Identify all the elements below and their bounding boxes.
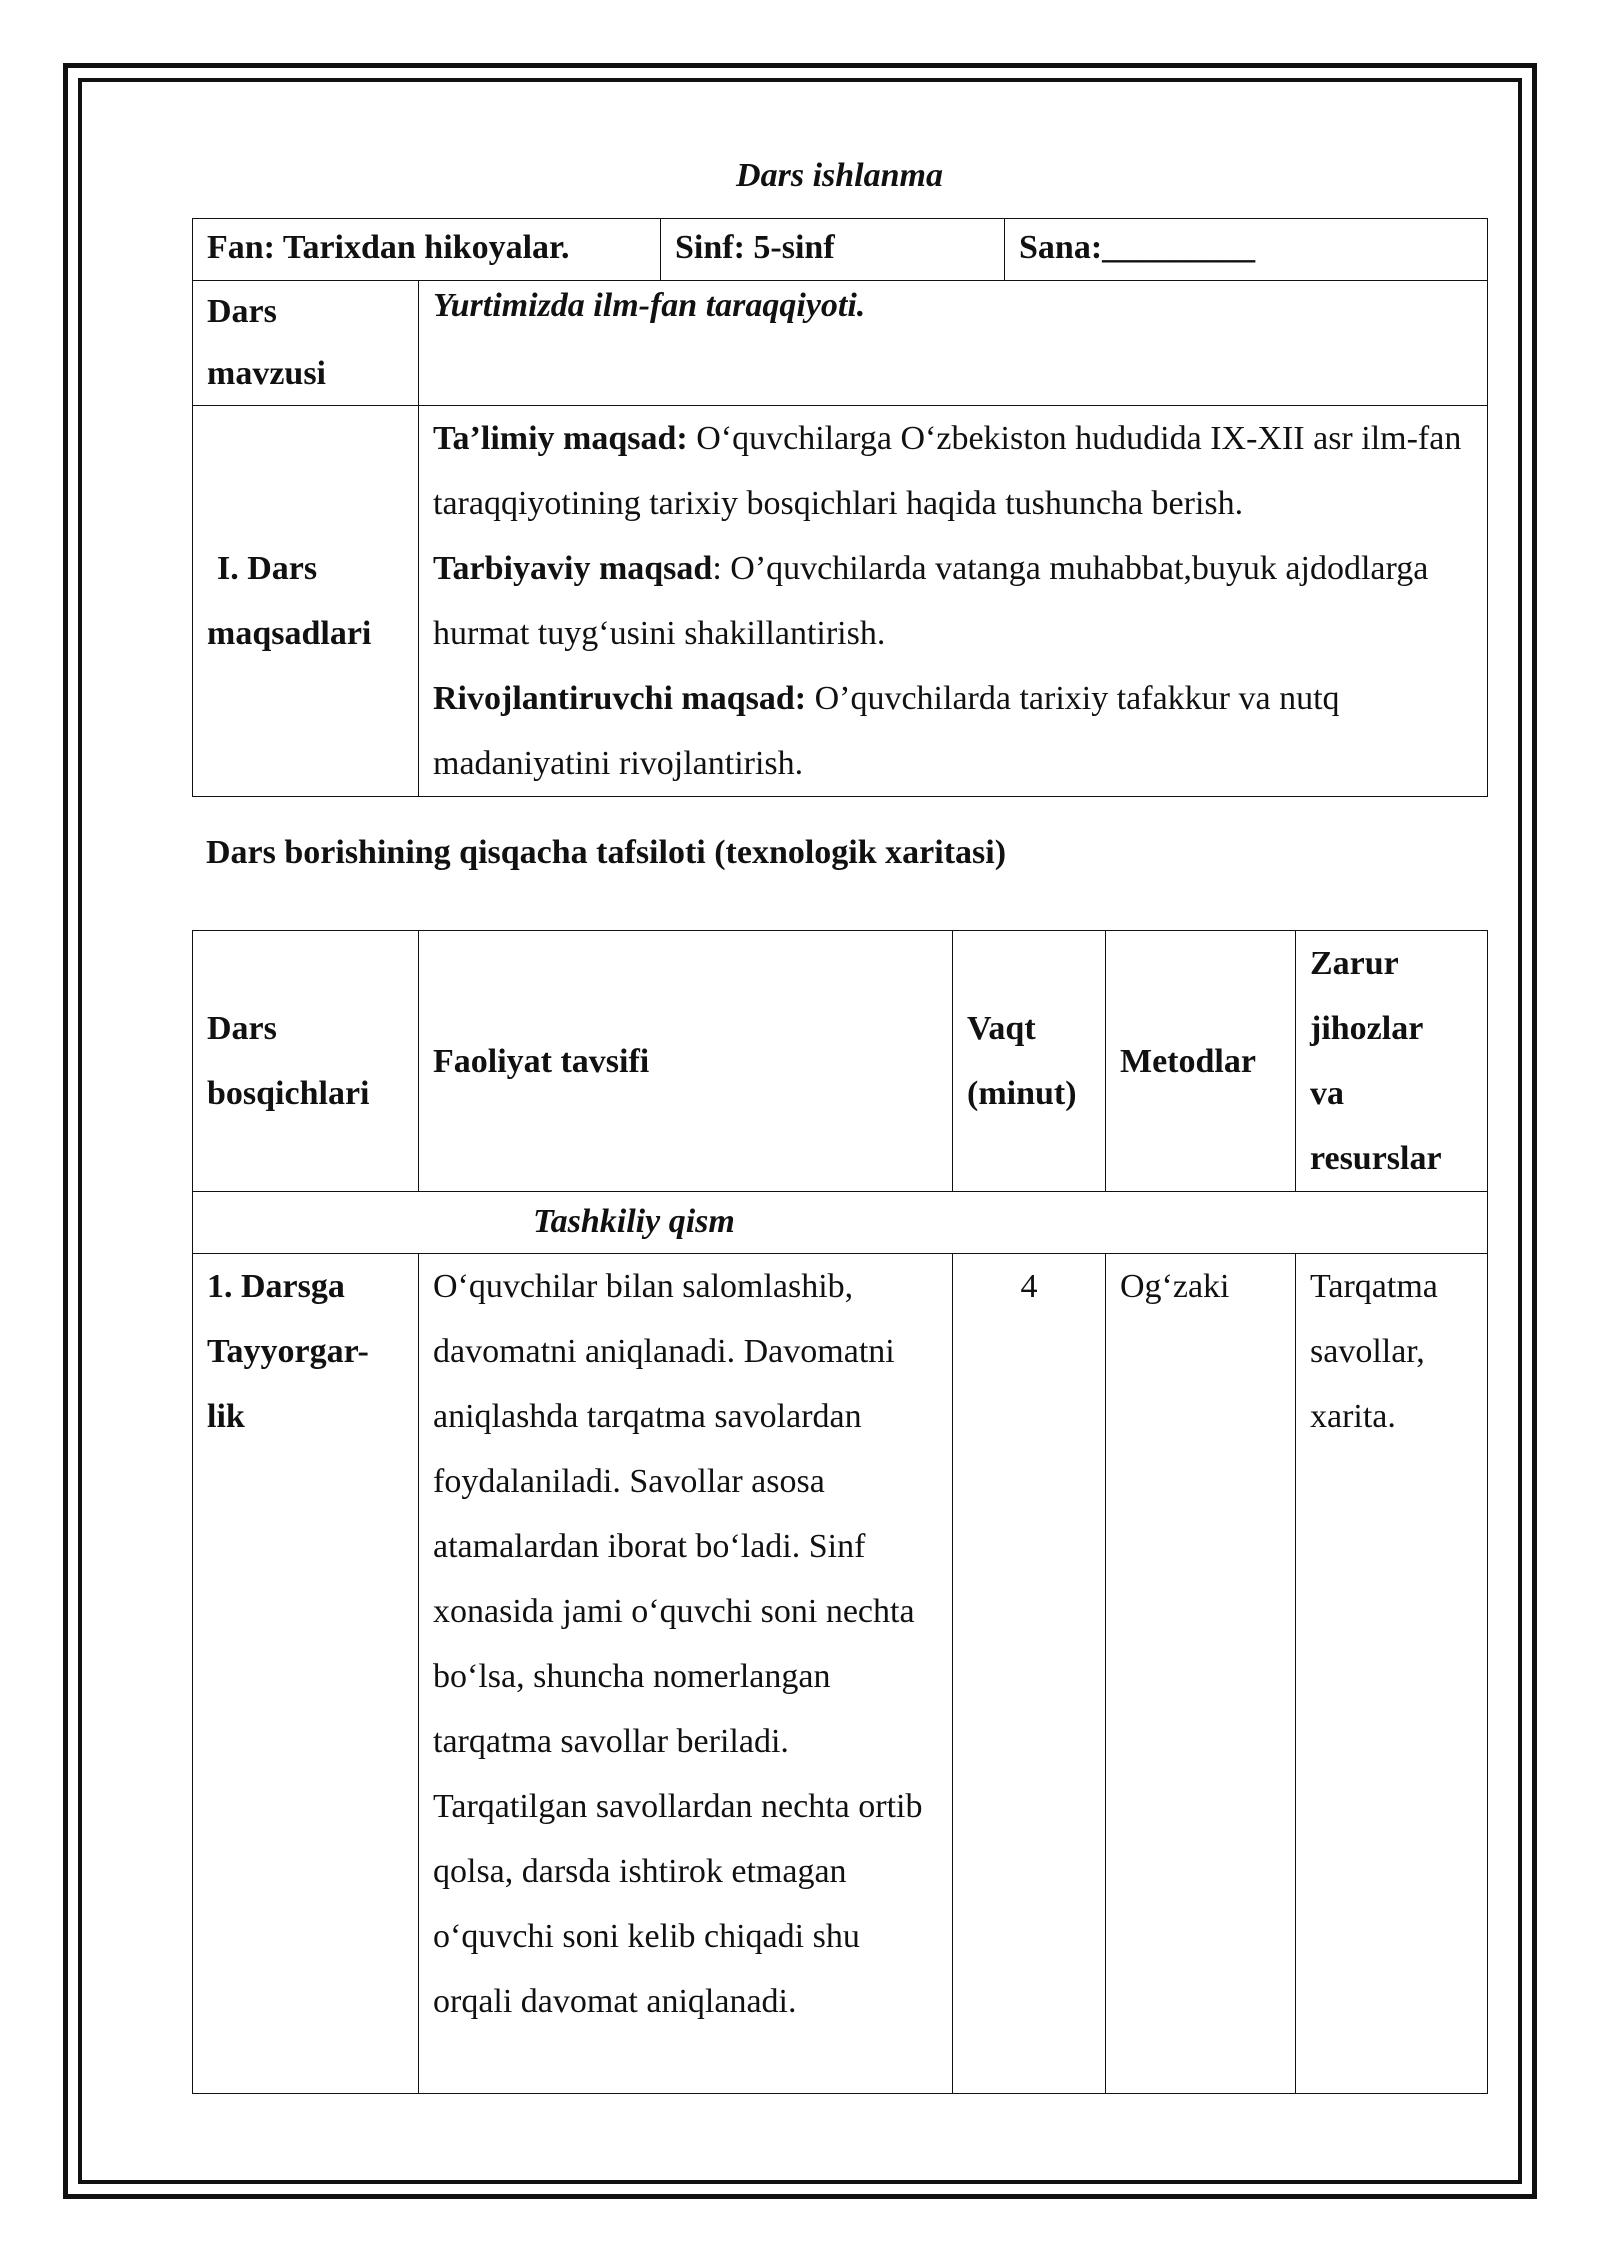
table-row (193, 1254, 1488, 2094)
date-cell (1005, 219, 1488, 281)
developmental-goal (433, 666, 1473, 796)
row-methods-text: Og‘zaki (1120, 1268, 1230, 1305)
header-stages-line1: Dars (207, 1010, 277, 1047)
row-stage-cell (193, 1254, 419, 2094)
topic-label-line2: mavzusi (207, 355, 326, 392)
grade-text: Sinf: 5-sinf (675, 229, 835, 266)
row-activity-cell (419, 1254, 953, 2094)
row-time-text: 4 (1020, 1268, 1038, 1305)
upbringing-goal-text: : O’quvchilarda vatanga muhabbat,buyuk ajdodlarga hurmat tuyg‘usini shakillantirish. (433, 550, 1429, 652)
row-stage-line2: Tayyorgar- (207, 1333, 369, 1370)
upbringing-goal (433, 536, 1473, 666)
row-stage-line1: 1. Darsga (207, 1268, 345, 1305)
developmental-goal-text: O’quvchilarda tarixiy tafakkur va nutq madaniyatini rivojlantirish. (433, 680, 1340, 782)
developmental-goal-label: Rivojlantiruvchi maqsad: (433, 680, 807, 717)
topic-value: Yurtimizda ilm-fan taraqqiyoti. (433, 287, 866, 324)
grade-cell (661, 219, 1005, 281)
topic-label-cell (193, 281, 419, 406)
date-text: Sana:_________ (1019, 229, 1256, 266)
goals-label-line1: I. Dars (217, 550, 318, 587)
educational-goal-label: Ta’limiy maqsad: (433, 420, 688, 457)
header-time-line2: (minut) (967, 1075, 1077, 1112)
header-resources-line2: jihozlar (1310, 1010, 1424, 1047)
section-heading: Dars borishining qisqacha tafsiloti (texnologik xaritasi) (206, 834, 1007, 871)
row-stage-line3: lik (207, 1398, 245, 1435)
lesson-info-table (192, 218, 1488, 797)
row-activity-text: O‘quvchilar bilan salomlashib, davomatni aniqlanadi. Davomatni aniqlashda tarqatma savolardan foydalaniladi. Savollar asosa atamalardan iborat bo‘ladi. Sinf xonasida jami o‘quvchi soni nechta bo‘lsa, shuncha nomerlangan tarqatma savollar beriladi. Tarqatilgan savollardan nechta ortib qolsa, darsda ishtirok etmagan o‘quvchi soni kelib chiqadi shu orqali davomat aniqlanadi. (433, 1268, 923, 2020)
header-resources-line4: resurslar (1310, 1140, 1442, 1177)
row-resources-cell (1296, 1254, 1488, 2094)
header-time (953, 931, 1106, 1192)
subject-text: Fan: Tarixdan hikoyalar. (207, 229, 570, 266)
goals-label-line2: maqsadlari (207, 615, 372, 652)
upbringing-goal-label: Tarbiyaviy maqsad (433, 550, 713, 587)
topic-value-cell (419, 281, 1488, 406)
header-methods (1106, 931, 1296, 1192)
header-resources (1296, 931, 1488, 1192)
header-stages-line2: bosqichlari (207, 1075, 370, 1112)
phase-row (193, 1192, 1488, 1254)
topic-label-line1: Dars (207, 293, 277, 330)
subject-cell (193, 219, 661, 281)
header-time-line1: Vaqt (967, 1010, 1036, 1047)
educational-goal (433, 406, 1473, 536)
header-resources-line1: Zarur (1310, 945, 1399, 982)
document-title: Dars ishlanma (736, 157, 943, 194)
row-time-cell (953, 1254, 1106, 2094)
header-methods-text: Metodlar (1120, 1042, 1256, 1080)
row-methods-cell (1106, 1254, 1296, 2094)
goals-label-cell (193, 406, 419, 797)
row-resources-text: Tarqatma savollar, xarita. (1310, 1268, 1438, 1435)
educational-goal-text: O‘quvchilarga O‘zbekiston hududida IX-XII asr ilm-fan taraqqiyotining tarixiy bosqichlari haqida tushuncha berish. (433, 420, 1462, 522)
header-activity (419, 931, 953, 1192)
header-activity-text: Faoliyat tavsifi (433, 1042, 650, 1080)
lesson-plan-table (192, 930, 1488, 2094)
header-stages (193, 931, 419, 1192)
header-resources-line3: va (1310, 1075, 1344, 1112)
goals-text-cell (419, 406, 1488, 797)
phase-title: Tashkiliy qism (533, 1203, 735, 1240)
